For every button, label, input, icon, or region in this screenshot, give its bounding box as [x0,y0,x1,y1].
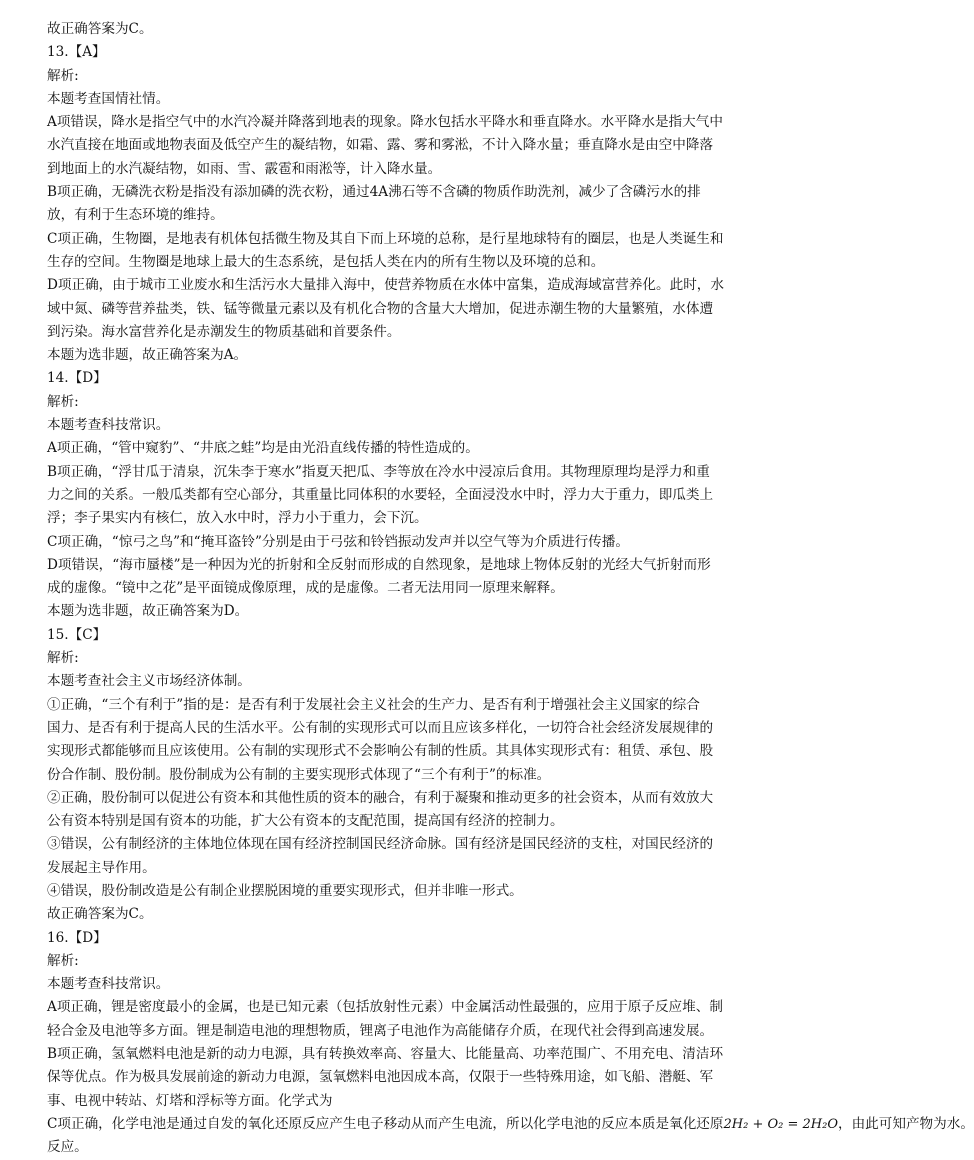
line-text: 本题为选非题，故正确答案为D。 [47,603,249,620]
text-line [47,833,756,856]
text-line [47,158,756,181]
line-text: 发展起主导作用。 [47,859,156,876]
text-line [47,1020,756,1043]
line-text: 本题考查国情社情。 [47,90,170,107]
line-text: 本题考查科技常识。 [47,417,170,434]
line-text: 故正确答案为C。 [47,906,153,923]
line-text: 保等优点。作为极具发展前途的新动力电源，氢氧燃料电池因成本高，仅限于一些特殊用途，如飞船、潜艇、军 [47,1069,714,1086]
line-text: 本题为选非题，故正确答案为A。 [47,347,248,364]
line-text: A项正确，锂是密度最小的金属，也是已知元素（包括放射性元素）中金属活动性最强的，应用于原子反应堆、制 [47,999,723,1016]
text-line [47,65,756,88]
line-text: B项正确，无磷洗衣粉是指没有添加磷的洗衣粉，通过4A沸石等不含磷的物质作助洗剂，减少了含磷污水的排 [47,184,701,201]
text-line [47,1043,756,1066]
line-text: 解析: [47,952,79,969]
text-line [47,251,756,274]
line-text: 轻合金及电池等多方面。锂是制造电池的理想物质，锂离子电池作为高能储存介质，在现代社会得到高速发展。 [47,1022,714,1039]
line-text: 份合作制、股份制。股份制成为公有制的主要实现形式体现了“三个有利于”的标准。 [47,766,551,783]
line-text: 域中氮、磷等营养盐类，铁、锰等微量元素以及有机化合物的含量大大增加，促进赤潮生物的大量繁殖，水体遭 [47,300,714,317]
text-line [47,857,756,880]
text-line [47,903,756,926]
line-text: D项正确，由于城市工业废水和生活污水大量排入海中，使营养物质在水体中富集，造成海域富营养化。此时，水 [47,277,724,294]
text-line [47,181,756,204]
line-text: ②正确，股份制可以促进公有资本和其他性质的资本的融合，有利于凝聚和推动更多的社会资本，从而有效放大 [47,789,714,806]
line-text: 浮；李子果实内有核仁，放入水中时，浮力小于重力，会下沉。 [47,510,428,527]
text-line [47,391,756,414]
text-line [47,554,756,577]
document-body [47,18,974,1160]
line-text: 事、电视中转站、灯塔和浮标等方面。化学式为 [47,1092,333,1109]
formula-suffix: ，由此可知产物为水。 [837,1115,974,1132]
text-line [47,996,756,1019]
line-text: 到地面上的水汽凝结物，如雨、雪、霰雹和雨淞等，计入降水量。 [47,160,442,177]
text-line [47,1113,974,1136]
text-line [47,670,756,693]
line-text: D项错误，“海市蜃楼”是一种因为光的折射和全反射而形成的自然现象，是地球上物体反射的光经大气折射而形 [47,556,711,573]
text-line [47,1090,756,1113]
text-line [47,717,756,740]
text-line [47,973,756,996]
text-line [47,577,756,600]
text-line [47,484,756,507]
line-text: C项正确，生物圈，是地表有机体包括微生物及其自下而上环境的总称，是行星地球特有的圈层，也是人类诞生和 [47,230,724,247]
text-line [47,461,756,484]
line-text: 水汽直接在地面或地物表面及低空产生的凝结物，如霜、露、雾和雾淞，不计入降水量；垂直降水是由空中降落 [47,137,714,154]
text-line [47,787,756,810]
line-text: 13.【A】 [47,44,106,61]
text-line [47,344,756,367]
text-line [47,764,756,787]
line-text: 16.【D】 [47,929,107,946]
text-line [47,950,756,973]
line-text: 解析: [47,67,79,84]
line-text: 到污染。海水富营养化是赤潮发生的物质基础和首要条件。 [47,323,401,340]
text-line [47,204,756,227]
line-text: 15.【C】 [47,626,107,643]
text-line [47,1136,756,1159]
text-line [47,134,756,157]
text-line [47,507,756,530]
text-line [47,414,756,437]
line-text: 公有资本特别是国有资本的功能，扩大公有资本的支配范围，提高国有经济的控制力。 [47,813,564,830]
line-text: 生存的空间。生物圈是地球上最大的生态系统，是包括人类在内的所有生物以及环境的总和。 [47,253,605,270]
text-line [47,88,756,111]
text-line [47,18,756,41]
line-text: 故正确答案为C。 [47,21,153,37]
line-text: 放，有利于生态环境的维持。 [47,207,224,224]
text-line [47,367,756,390]
line-text: 成的虚像。“镜中之花”是平面镜成像原理，成的是虚像。二者无法用同一原理来解释。 [47,580,564,597]
line-text: 力之间的关系。一般瓜类都有空心部分，其重量比同体积的水要轻，全面浸没水中时，浮力大于重力，即瓜类上 [47,486,714,503]
text-line [47,740,756,763]
text-line [47,321,756,344]
text-line [47,927,756,950]
line-text: B项正确，“浮甘瓜于清泉，沉朱李于寒水”指夏天把瓜、李等放在冷水中浸凉后食用。其物理原理均是浮力和重 [47,463,710,480]
line-text: A项错误，降水是指空气中的水汽冷凝并降落到地表的现象。降水包括水平降水和垂直降水。水平降水是指大气中 [47,114,723,131]
text-line [47,880,756,903]
text-line [47,41,756,64]
line-text: 14.【D】 [47,370,107,387]
text-line [47,228,756,251]
line-text: ④错误，股份制改造是公有制企业摆脱困境的重要实现形式，但并非唯一形式。 [47,882,523,899]
text-line [47,531,756,554]
line-text: 本题考查科技常识。 [47,976,170,993]
line-text: C项正确，“惊弓之鸟”和“掩耳盗铃”分别是由于弓弦和铃铛振动发声并以空气等为介质进行传播。 [47,533,629,550]
line-text: 解析: [47,650,79,667]
text-line [47,298,756,321]
text-line [47,600,756,623]
line-text: 实现形式都能够而且应该使用。公有制的实现形式不会影响公有制的性质。其具体实现形式有：租赁、承包、股 [47,743,714,760]
line-text: 解析: [47,393,79,410]
line-text: 本题考查社会主义市场经济体制。 [47,673,251,690]
text-line [47,437,756,460]
line-text: ①正确，“三个有利于”指的是：是否有利于发展社会主义社会的生产力、是否有利于增强社会主义国家的综合 [47,696,700,713]
line-text: 反应。 [47,1139,88,1156]
line-text: 国力、是否有利于提高人民的生活水平。公有制的实现形式可以而且应该多样化，一切符合社会经济发展规律的 [47,719,714,736]
line-text: C项正确，化学电池是通过自发的氧化还原反应产生电子移动从而产生电流，所以化学电池的反应本质是氧化还原 [47,1115,724,1132]
text-line [47,647,756,670]
text-line [47,274,756,297]
chemical-formula: 2H₂ + O₂ = 2H₂O [723,1116,838,1132]
text-line [47,694,756,717]
line-text: ③错误，公有制经济的主体地位体现在国有经济控制国民经济命脉。国有经济是国民经济的支柱，对国民经济的 [47,836,714,853]
line-text: A项正确，“管中窥豹”、“井底之蛙”均是由光沿直线传播的特性造成的。 [47,440,479,457]
text-line [47,1066,756,1089]
text-line [47,111,756,134]
text-line [47,810,756,833]
text-line [47,624,756,647]
line-text: B项正确，氢氧燃料电池是新的动力电源，具有转换效率高、容量大、比能量高、功率范围广、不用充电、清洁环 [47,1046,724,1063]
